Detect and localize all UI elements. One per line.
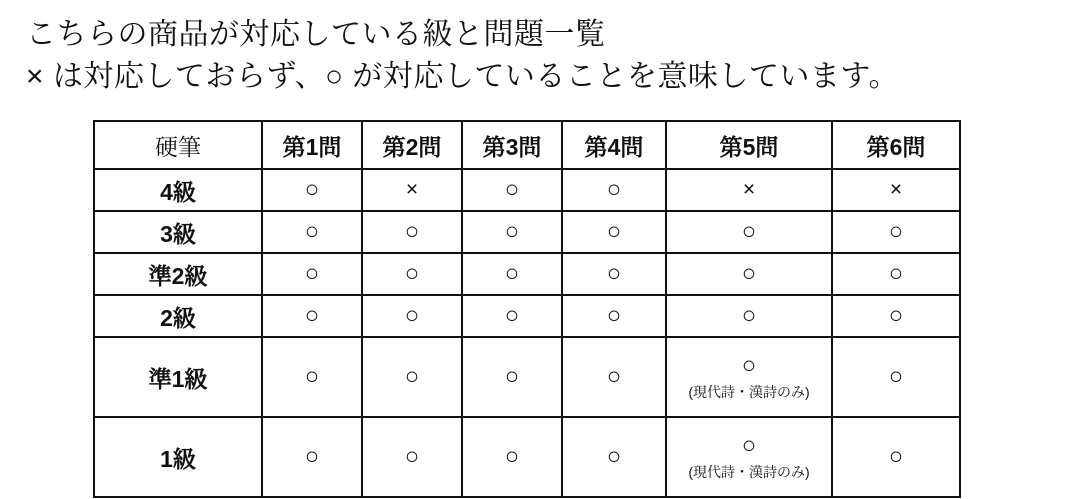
column-header-2: 第2問 bbox=[362, 121, 462, 169]
mark-glyph: ○ bbox=[504, 363, 520, 390]
mark-glyph: ○ bbox=[404, 260, 420, 287]
mark-glyph: ○ bbox=[741, 302, 757, 329]
table-cell bbox=[362, 253, 462, 295]
table-cell bbox=[462, 169, 562, 211]
cell-with-note bbox=[667, 431, 831, 480]
compatibility-table bbox=[93, 120, 961, 498]
table-cell bbox=[666, 169, 832, 211]
table-cell bbox=[462, 337, 562, 417]
mark-glyph: ○ bbox=[741, 260, 757, 287]
mark-glyph: ○ bbox=[304, 260, 320, 287]
mark-glyph: ○ bbox=[404, 443, 420, 470]
table-row bbox=[94, 169, 960, 211]
mark-glyph: ○ bbox=[606, 218, 622, 245]
table-cell bbox=[362, 417, 462, 497]
table-cell bbox=[262, 337, 362, 417]
table-cell bbox=[666, 253, 832, 295]
table-cell bbox=[832, 211, 960, 253]
mark-glyph: ○ bbox=[504, 302, 520, 329]
table-cell bbox=[262, 295, 362, 337]
table-cell bbox=[562, 169, 666, 211]
table-cell bbox=[262, 211, 362, 253]
table-cell bbox=[362, 211, 462, 253]
mark-glyph: ○ bbox=[304, 363, 320, 390]
mark-glyph: ○ bbox=[741, 218, 757, 245]
heading-line-1: こちらの商品が対応している級と問題一覧 bbox=[26, 18, 606, 51]
column-header-3: 第3問 bbox=[462, 121, 562, 169]
mark-glyph: ○ bbox=[504, 443, 520, 470]
mark-glyph: ○ bbox=[606, 363, 622, 390]
table-cell bbox=[462, 417, 562, 497]
mark-glyph: ○ bbox=[404, 363, 420, 390]
table-cell bbox=[362, 295, 462, 337]
table-cell bbox=[462, 253, 562, 295]
mark-glyph: ○ bbox=[888, 443, 904, 470]
mark-glyph: ○ bbox=[606, 176, 622, 203]
table-cell bbox=[832, 253, 960, 295]
compatibility-table-wrap bbox=[93, 120, 959, 498]
table-cell bbox=[832, 169, 960, 211]
table-row bbox=[94, 295, 960, 337]
table-row bbox=[94, 417, 960, 497]
table-cell bbox=[362, 169, 462, 211]
table-cell bbox=[562, 337, 666, 417]
column-header-4: 第4問 bbox=[562, 121, 666, 169]
mark-glyph: × bbox=[742, 178, 756, 201]
column-header-1: 第1問 bbox=[262, 121, 362, 169]
mark-glyph: ○ bbox=[404, 218, 420, 245]
table-cell bbox=[562, 295, 666, 337]
mark-glyph: ○ bbox=[741, 351, 757, 379]
table-cell bbox=[562, 211, 666, 253]
mark-glyph: ○ bbox=[304, 443, 320, 470]
row-header-grade: 4級 bbox=[94, 169, 262, 211]
table-row bbox=[94, 211, 960, 253]
mark-glyph: ○ bbox=[606, 443, 622, 470]
cell-with-note bbox=[667, 351, 831, 400]
table-cell bbox=[362, 337, 462, 417]
table-cell bbox=[666, 295, 832, 337]
cell-note: (現代詩・漢詩のみ) bbox=[688, 463, 810, 480]
mark-glyph: ○ bbox=[304, 218, 320, 245]
table-cell bbox=[832, 337, 960, 417]
table-cell bbox=[562, 253, 666, 295]
table-cell bbox=[462, 211, 562, 253]
mark-glyph: × bbox=[405, 178, 419, 201]
column-header-5: 第5問 bbox=[666, 121, 832, 169]
table-cell bbox=[562, 417, 666, 497]
table-row bbox=[94, 253, 960, 295]
table-cell bbox=[462, 295, 562, 337]
table-cell bbox=[262, 169, 362, 211]
row-header-grade: 2級 bbox=[94, 295, 262, 337]
mark-glyph: ○ bbox=[304, 302, 320, 329]
mark-glyph: ○ bbox=[888, 260, 904, 287]
table-cell bbox=[832, 417, 960, 497]
mark-glyph: ○ bbox=[404, 302, 420, 329]
heading-line-2: × は対応しておらず、○ が対応していることを意味しています。 bbox=[26, 60, 900, 93]
cell-note: (現代詩・漢詩のみ) bbox=[688, 383, 810, 400]
mark-glyph: ○ bbox=[888, 218, 904, 245]
page-heading bbox=[0, 0, 1080, 98]
table-cell bbox=[666, 337, 832, 417]
mark-glyph: ○ bbox=[504, 218, 520, 245]
table-row bbox=[94, 337, 960, 417]
mark-glyph: ○ bbox=[606, 260, 622, 287]
mark-glyph: ○ bbox=[606, 302, 622, 329]
mark-glyph: ○ bbox=[504, 176, 520, 203]
table-cell bbox=[832, 295, 960, 337]
table-body bbox=[94, 169, 960, 497]
column-header-0: 硬筆 bbox=[94, 121, 262, 169]
mark-glyph: × bbox=[889, 178, 903, 201]
table-cell bbox=[666, 211, 832, 253]
column-header-6: 第6問 bbox=[832, 121, 960, 169]
mark-glyph: ○ bbox=[888, 302, 904, 329]
row-header-grade: 準2級 bbox=[94, 253, 262, 295]
table-header bbox=[94, 121, 960, 169]
table-cell bbox=[666, 417, 832, 497]
row-header-grade: 準1級 bbox=[94, 337, 262, 417]
mark-glyph: ○ bbox=[304, 176, 320, 203]
table-cell bbox=[262, 417, 362, 497]
mark-glyph: ○ bbox=[888, 363, 904, 390]
mark-glyph: ○ bbox=[741, 431, 757, 459]
header-row bbox=[94, 121, 960, 169]
mark-glyph: ○ bbox=[504, 260, 520, 287]
row-header-grade: 1級 bbox=[94, 417, 262, 497]
row-header-grade: 3級 bbox=[94, 211, 262, 253]
table-cell bbox=[262, 253, 362, 295]
